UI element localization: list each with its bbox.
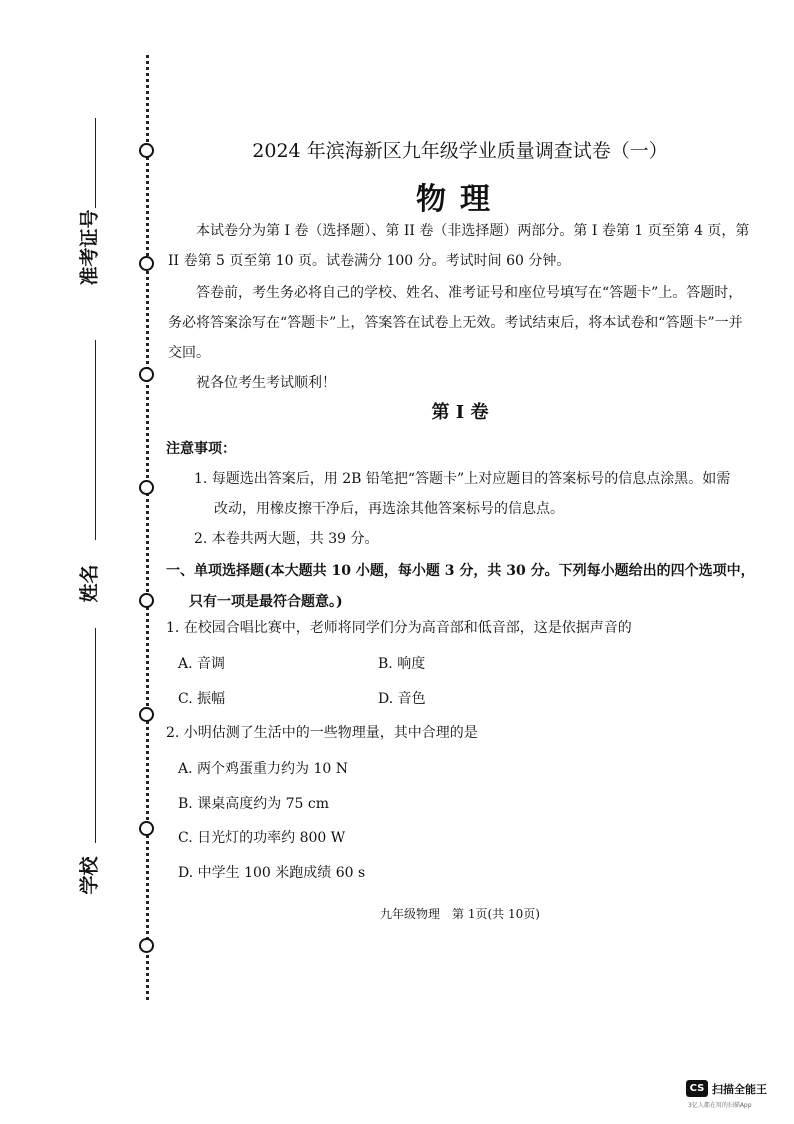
answer-option: D. 音色 bbox=[378, 691, 426, 707]
binding-hole-circle bbox=[139, 821, 154, 836]
answer-option: C. 振幅 bbox=[178, 691, 226, 707]
binding-dotted-line bbox=[146, 55, 149, 1000]
page-footer: 九年级物理 第 1页(共 10页) bbox=[380, 907, 540, 921]
binding-hole-circle bbox=[139, 480, 154, 495]
section-title: 第 I 卷 bbox=[431, 402, 489, 423]
part-heading: 一、单项选择题(本大题共 10 小题，每小题 3 分，共 30 分。下列每小题给出的四个选项中， bbox=[166, 563, 755, 579]
answer-option: A. 两个鸡蛋重力约为 10 N bbox=[178, 761, 348, 777]
admission-number-line[interactable] bbox=[95, 118, 96, 208]
good-luck-line: 祝各位考生考试顺利！ bbox=[196, 375, 336, 391]
binding-hole-circle bbox=[139, 593, 154, 608]
notice-item: 1. 每题选出答案后，用 2B 铅笔把“答题卡”上对应题目的答案标号的信息点涂黑。如需 bbox=[194, 471, 731, 487]
question-stem: 2. 小明估测了生活中的一些物理量，其中合理的是 bbox=[166, 725, 478, 741]
binding-strip bbox=[0, 0, 170, 1124]
subject-title: 物理 bbox=[416, 182, 504, 217]
notice-heading: 注意事项： bbox=[166, 441, 236, 457]
binding-hole-circle bbox=[139, 256, 154, 271]
binding-hole-circle bbox=[139, 143, 154, 158]
answer-option: C. 日光灯的功率约 800 W bbox=[178, 830, 346, 846]
instructions-paragraph: 答卷前，考生务必将自己的学校、姓名、准考证号和座位号填写在“答题卡”上。答题时，务必将答案涂写在“答题卡”上，答案答在试卷上无效。考试结束后，将本试卷和“答题卡”一并交回。 bbox=[168, 285, 743, 361]
binding-hole-circle bbox=[139, 938, 154, 953]
admission-number-label: 准考证号 bbox=[78, 209, 101, 286]
notice-item-continued: 改动，用橡皮擦干净后，再选涂其他答案标号的信息点。 bbox=[214, 501, 564, 517]
notice-item: 2. 本卷共两大题，共 39 分。 bbox=[194, 531, 379, 547]
name-line[interactable] bbox=[95, 340, 96, 540]
answer-option: B. 响度 bbox=[378, 656, 426, 672]
school-label: 学校 bbox=[78, 856, 101, 895]
part-heading-continued: 只有一项是最符合题意。) bbox=[189, 594, 343, 610]
answer-option: D. 中学生 100 米跑成绩 60 s bbox=[178, 865, 366, 881]
binding-hole-circle bbox=[139, 707, 154, 722]
question-stem: 1. 在校园合唱比赛中，老师将同学们分为高音部和低音部，这是依据声音的 bbox=[166, 620, 632, 636]
answer-option: A. 音调 bbox=[178, 656, 226, 672]
camscanner-logo-icon: CS bbox=[686, 1080, 708, 1097]
school-line[interactable] bbox=[95, 628, 96, 843]
binding-hole-circle bbox=[139, 367, 154, 382]
name-label: 姓名 bbox=[78, 564, 101, 603]
intro-paragraph: 本试卷分为第 I 卷（选择题）、第 II 卷（非选择题）两部分。第 I 卷第 1 页至第 4 页，第 II 卷第 5 页至第 10 页。试卷满分 100 分。考试时间 60 分钟。 bbox=[168, 223, 750, 269]
exam-title: 2024 年滨海新区九年级学业质量调查试卷（一） bbox=[252, 140, 668, 162]
watermark-tagline: 3亿人都在用的扫描App bbox=[688, 1102, 752, 1109]
watermark-app-name: 扫描全能王 bbox=[712, 1083, 767, 1096]
answer-option: B. 课桌高度约为 75 cm bbox=[178, 796, 330, 812]
